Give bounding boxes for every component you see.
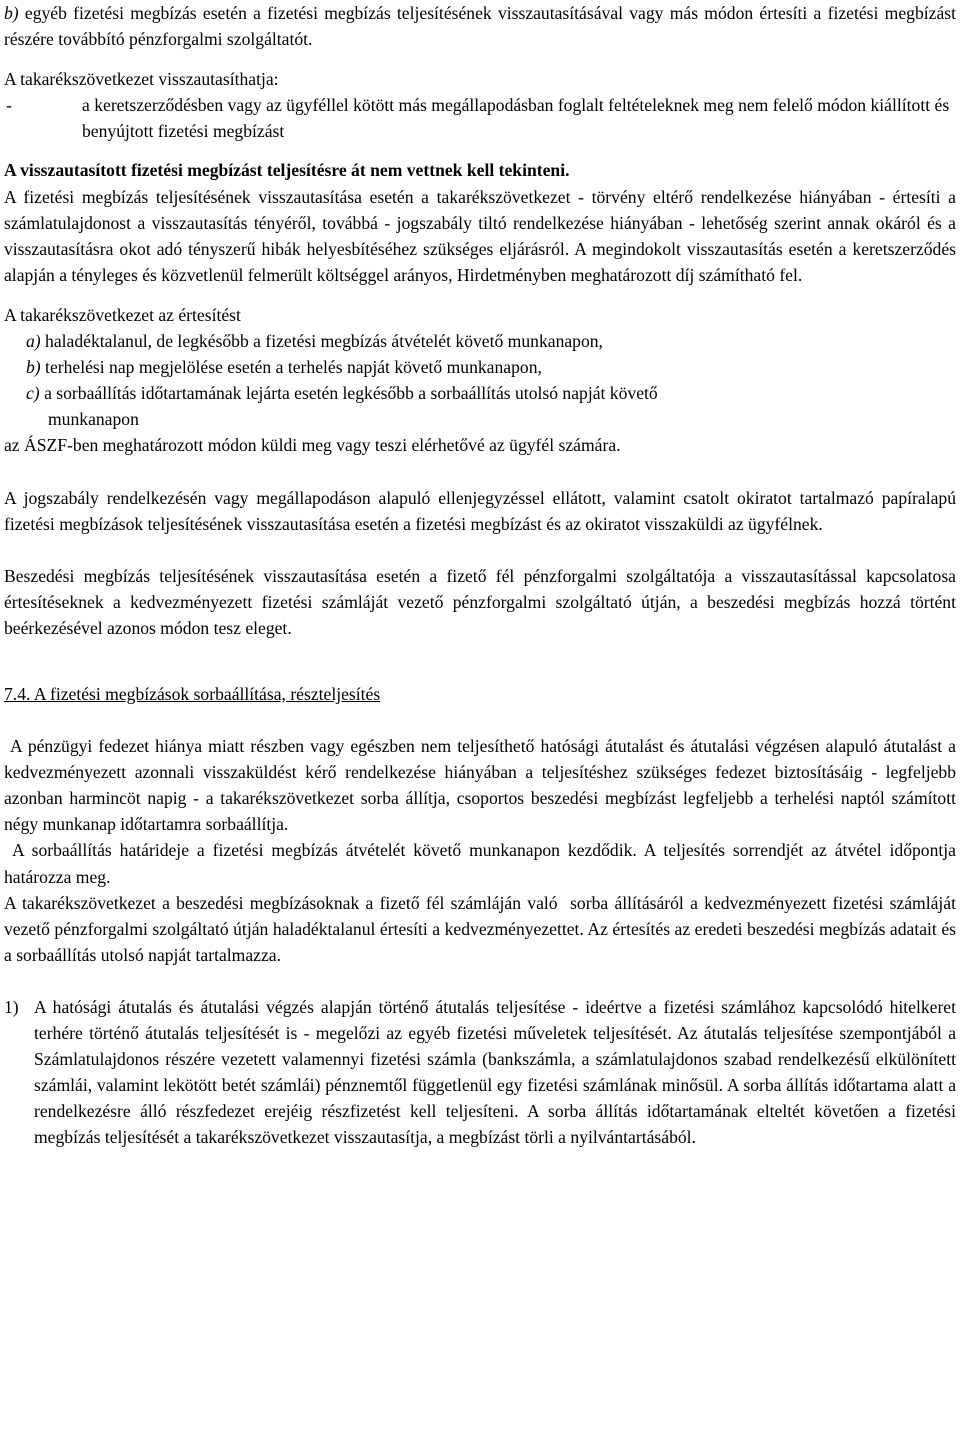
list-item-text: a sorbaállítás időtartamának lejárta esetén legkésőbb a sorbaállítás utolsó napját követő	[39, 383, 658, 404]
refusal-list-item	[4, 92, 956, 144]
refusal-item-text: a keretszerződésben vagy az ügyféllel kötött más megállapodásban foglalt feltételeknek meg nem felelő módon kiállított és benyújtott fizetési megbízást	[82, 95, 950, 142]
list-label: b)	[4, 3, 19, 23]
paragraph-b-item	[4, 0, 956, 52]
spacer	[4, 667, 956, 681]
spacer	[4, 459, 956, 485]
spacer	[4, 968, 956, 994]
spacer	[4, 537, 956, 563]
refusal-intro: A takarékszövetkezet visszautasíthatja:	[4, 69, 279, 90]
list-item-text: haladéktalanul, de legkésőbb a fizetési megbízás átvételét követő munkanapon,	[40, 331, 603, 352]
list-number: 1)	[4, 996, 19, 1017]
paragraph-countersigned: A jogszabály rendelkezésén vagy megállapodáson alapuló ellenjegyzéssel ellátott, valamint csatolt okiratot tartalmazó papíralapú fizetési megbízások teljesítésének visszautasítása esetén a fizetési megbízást és az okiratot visszaküldi az ügyfélnek.	[4, 487, 956, 534]
section-number: 7.4.	[4, 683, 31, 704]
section-heading	[4, 681, 956, 707]
paragraph-queue-3: A takarékszövetkezet a beszedési megbízásoknak a fizető fél számláján való sorba állításáról a kedvezményezett fizetési számláját vezető pénzforgalmi szolgáltató útján haladéktalanul értesíti a kedvezményezettet. Az értesítés az eredeti beszedési megbízás adatait és a sorbaállítás utolsó napját tartalmazza.	[4, 892, 960, 965]
list-label: c)	[26, 383, 40, 404]
list-item-text: A hatósági átutalás és átutalási végzés alapján történő átutalás teljesítése - ideértve a fizetési számlához kapcsolódó hitelkeret terhére történő átutalás teljesítését is - megelőzi az egyéb fizetési műveletek teljesítését. Az átutalás teljesítése szempontjából a Számlatulajdonos részére vezetett valamennyi fizetési számla (bankszámla, a számlatulajdonos szabad rendelkezésű elkülönített számlái, valamint lekötött betét számlái) pénznemtől függetlenül egy fizetési számlának minősül. A sorba állítás időtartama alatt a rendelkezésre álló részfedezet erejéig részfizetést kell teljesíteni. A sorba állítás időtartamának elteltét követően a fizetési megbízás teljesítését a takarékszövetkezet visszautasítja, a megbízást törli a nyilvántartásából.	[34, 996, 956, 1148]
list-label: b)	[26, 357, 41, 378]
paragraph-collection: Beszedési megbízás teljesítésének visszautasítása esetén a fizető fél pénzforgalmi szolgáltatója a visszautasítással kapcsolatosa értesítéseknek a kedvezményezett fizetési számláját vezető pénzforgalmi szolgáltató útján, a beszedési megbízás hozzá történt beérkezésével azonos módon tesz eleget.	[4, 565, 956, 638]
notify-outro: az ÁSZF-ben meghatározott módon küldi meg vagy teszi elérhetővé az ügyfél számára.	[4, 435, 621, 456]
notify-intro: A takarékszövetkezet az értesítést	[4, 304, 241, 325]
spacer	[4, 707, 956, 733]
notify-item-a	[4, 328, 956, 354]
paragraph-queue-2: A sorbaállítás határideje a fizetési megbízás átvételét követő munkanapon kezdődik. A teljesítés sorrendjét az átvétel időpontja határozza meg.	[4, 840, 960, 887]
paragraph-queue-1: A pénzügyi fedezet hiánya miatt részben vagy egészben nem teljesíthető hatósági átutalást és átutalási végzésen alapuló átutalást a kedvezményezett azonnali visszaküldést kérő rendelkezése hiányában a teljesítéshez szükséges fedezet biztosításáig - legfeljebb azonban harmincöt napig - a takarékszövetkezet sorba állítja, csoportos beszedési megbízást legfeljebb a terhelési naptól számított négy munkanap időtartamra sorbaállítja.	[4, 736, 960, 835]
spacer	[4, 288, 956, 302]
section-title: A fizetési megbízások sorbaállítása, részteljesítés	[33, 683, 381, 704]
spacer	[4, 641, 956, 667]
notify-item-b	[4, 354, 956, 380]
dash-marker: -	[6, 95, 12, 116]
refusal-bold-note: A visszautasított fizetési megbízást teljesítésre át nem vettnek kell tekinteni.	[4, 160, 570, 181]
refusal-body: A fizetési megbízás teljesítésének visszautasítása esetén a takarékszövetkezet - törvény eltérő rendelkezése hiányában - értesíti a számlatulajdonost a visszautasítás tényéről, továbbá - jogszabály tiltó rendelkezése hiányában - lehetőség szerint annak okáról és a visszautasításra okot adó tényszerű hibák helyesbítéséhez szükséges eljárásról. A megindokolt visszautasítás esetén a keretszerződés alapján a tényleges és közvetlenül felmerült költséggel arányos, Hirdetményben meghatározott díj számítható fel.	[4, 186, 956, 285]
paragraph-text: egyéb fizetési megbízás esetén a fizetési megbízás teljesítésének visszautasításával vagy más módon értesíti a fizetési megbízást részére továbbító pénzforgalmi szolgáltatót.	[4, 3, 956, 50]
spacer	[4, 52, 956, 66]
list-item-text: terhelési nap megjelölése esetén a terhelés napját követő munkanapon,	[40, 357, 542, 378]
notify-item-c-continued: munkanapon	[48, 409, 139, 430]
numbered-list-item-1	[4, 994, 956, 1151]
notify-item-c	[4, 380, 956, 406]
list-label: a)	[26, 331, 41, 352]
